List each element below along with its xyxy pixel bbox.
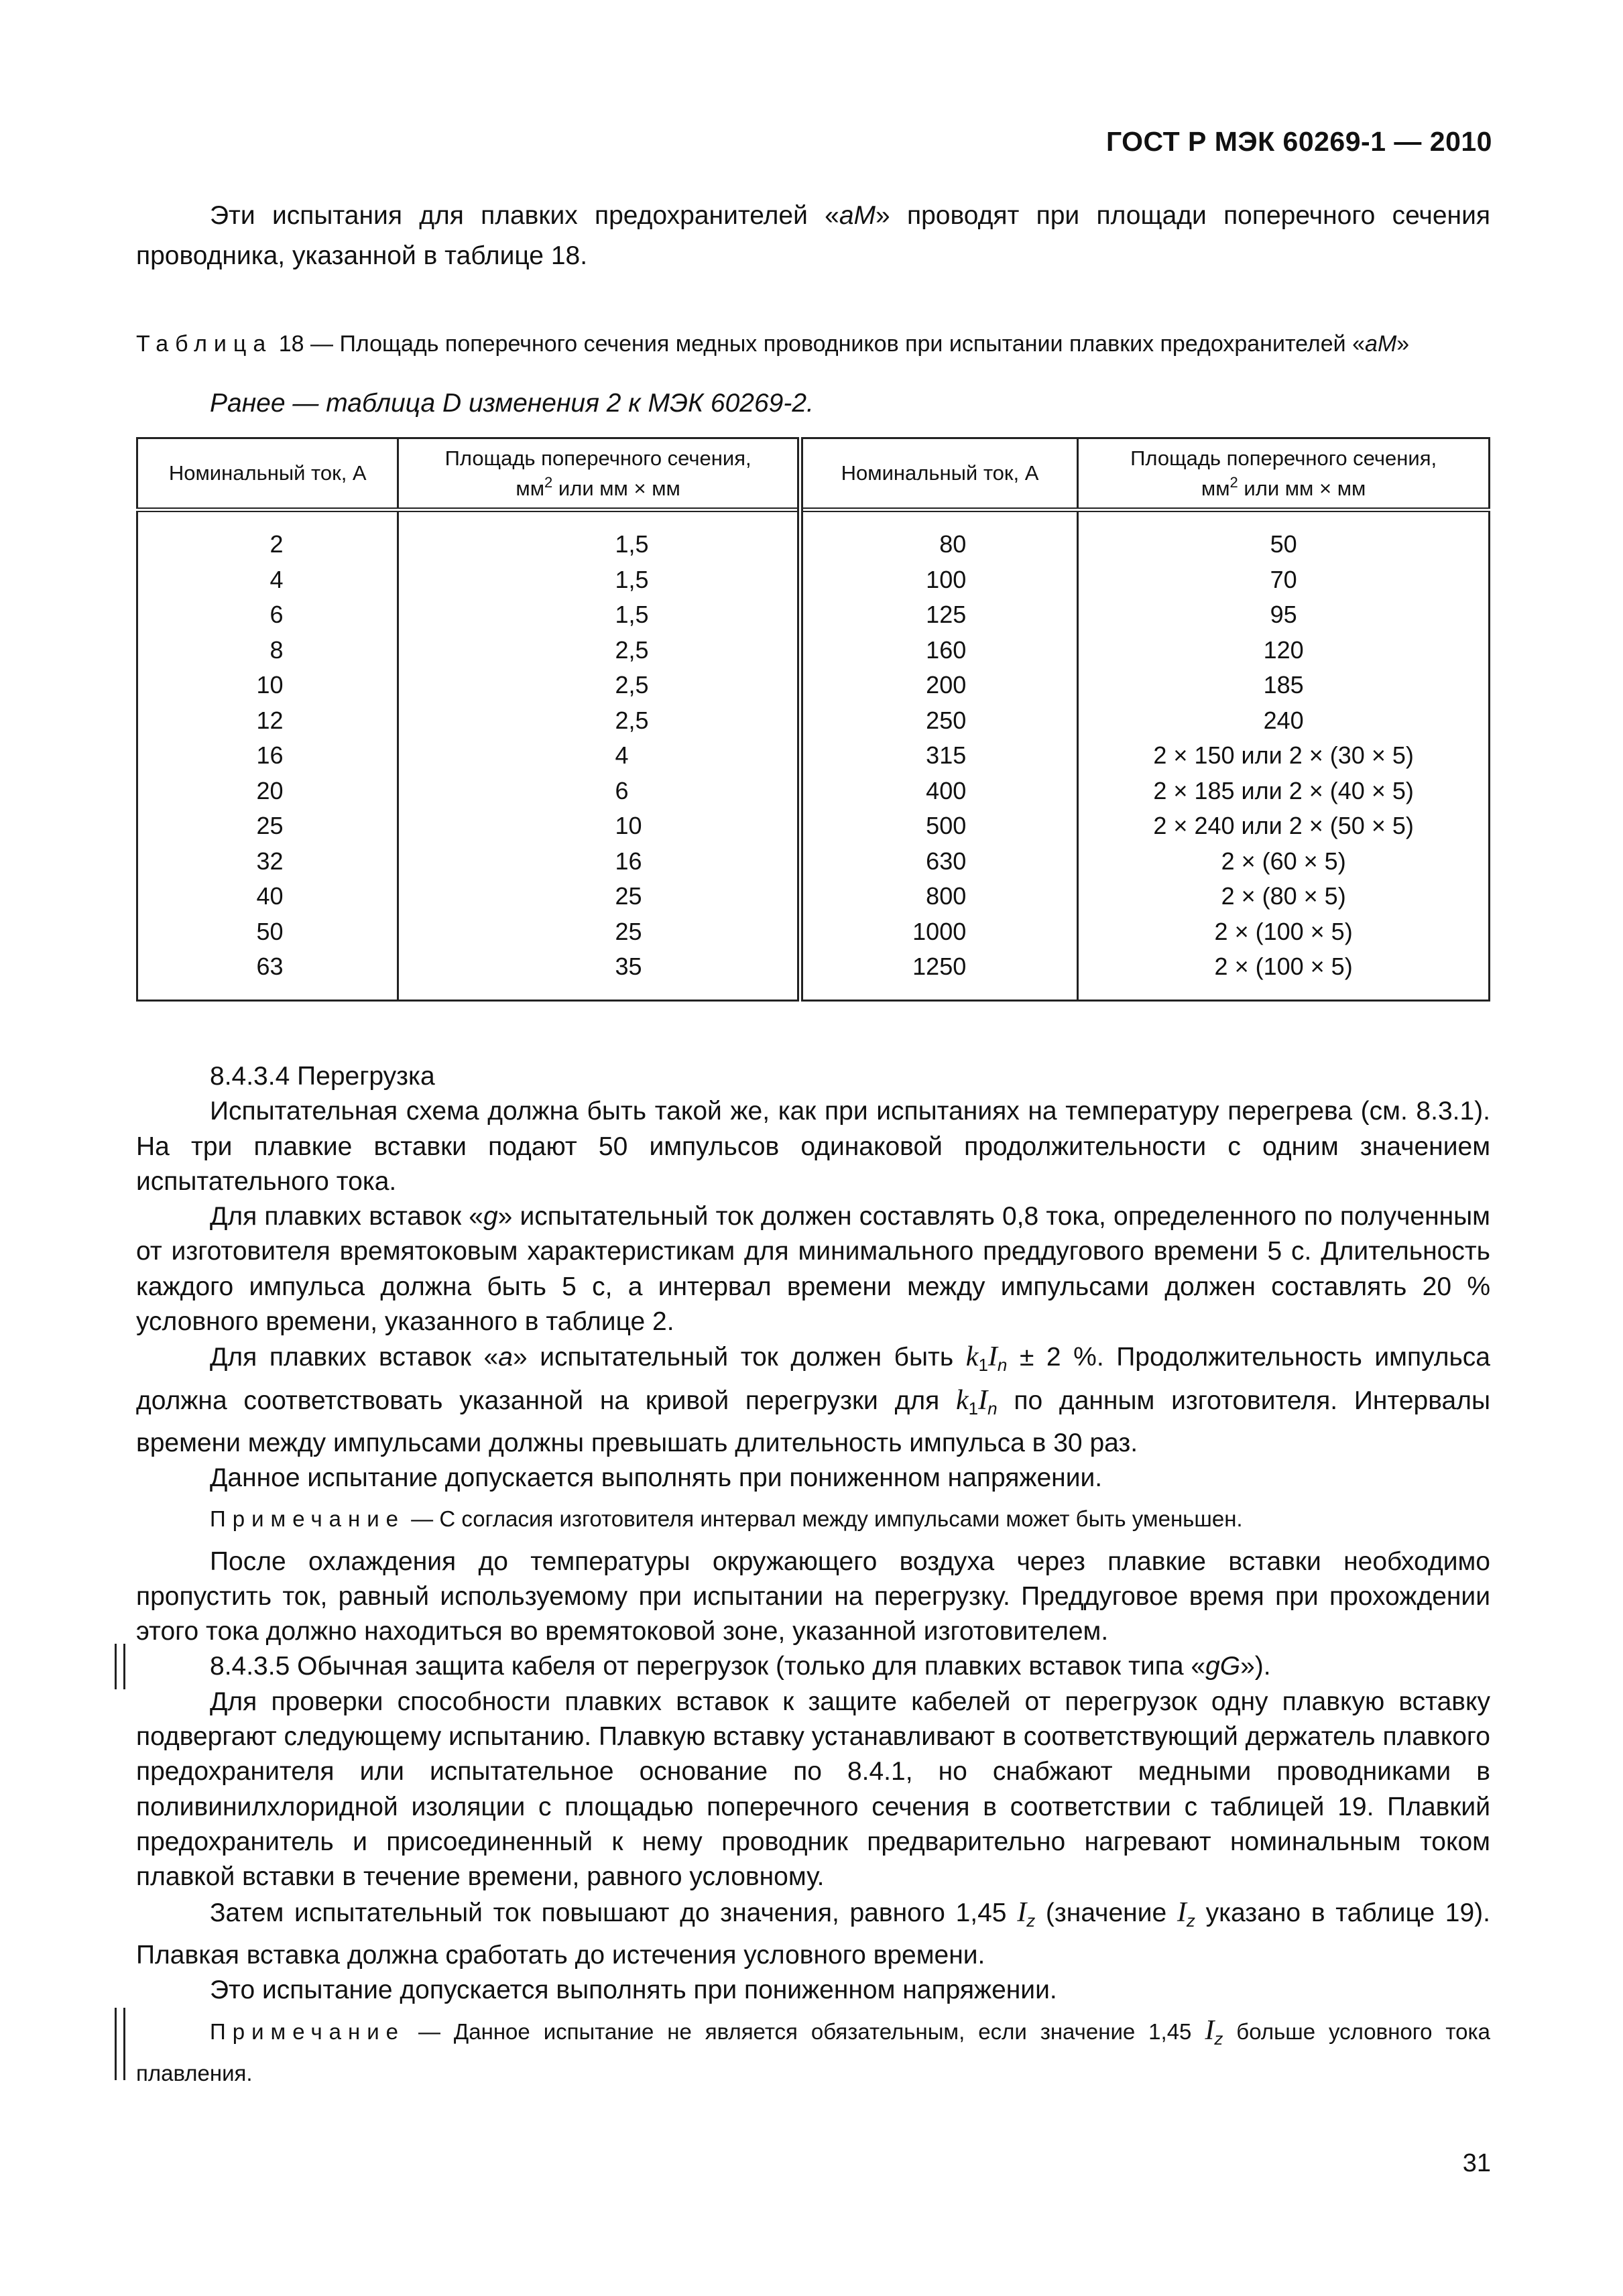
paragraph: Данное испытание допускается выполнять при пониженном напряжении. [210,1463,1103,1493]
table-header-row [137,438,1490,510]
table-cell: 10 [615,812,642,839]
note: Примечание — С согласия изготовителя интервал между импульсами может быть уменьшен. [210,1506,1243,1531]
column-rated-current-1 [137,510,398,1001]
main-text [136,1059,1490,2099]
table-cell: 40 [256,882,284,910]
paragraph: Это испытание допускается выполнять при пониженном напряжении. [210,1976,1057,2005]
intro-paragraph: Эти испытания для плавких предохранителей «aM» проводят при площади поперечного сечения проводника, указанной в таблице 18. [136,201,1490,270]
table-cell: 16 [256,741,284,769]
table-cell: 2,5 [615,671,649,699]
paragraph: Для проверки способности плавких вставок к защите кабелей от перегрузок одну плавкую вставку подвергают следующему испытанию. Плавкую вставку устанавливают в соответствующий держатель плавкого предохранителя или испытательное основание по 8.4.1, но снабжают медными проводниками в поливинилхлоридной изоляции с площадью поперечного сечения в соответствии с таблицей 19. Плавкий предохранитель и присоединенный к нему проводник предварительно нагревают номинальным током плавкой вставки в течение времени, равного условному. [136,1687,1490,1892]
table-cell: 2,5 [615,706,649,734]
table-cell: 2,5 [615,636,649,664]
change-bar [115,2008,125,2080]
document-header: ГОСТ Р МЭК 60269-1 — 2010 [1105,126,1492,157]
table-cell: 1000 [912,917,967,945]
table-cell: 35 [615,953,642,980]
table-cell: 100 [926,565,967,593]
column-cross-section-1 [398,510,800,1001]
column-rated-current-2 [800,510,1077,1001]
table-cell: 1,5 [615,601,649,628]
table-cell: 2 × 150 или 2 × (30 × 5) [1153,741,1414,769]
table-cell: 500 [926,812,967,839]
table-cell: 80 [939,530,967,558]
table-cell: 1,5 [615,530,649,558]
paragraph: Затем испытательный ток повышают до значения, равного 1,45 $I_z$ (значение $I_z$ указано в таблице 19). Плавкая вставка должна сработать до истечения условного времени. [136,1896,1490,1970]
table-cell: 2 × 240 или 2 × (50 × 5) [1153,812,1414,839]
table-cell: 25 [256,812,284,839]
table-cell: 95 [1270,601,1297,628]
table-cell: 240 [1263,706,1304,734]
table-cell: 4 [269,565,284,593]
table-cell: 630 [926,847,967,875]
paragraph: Испытательная схема должна быть такой же, как при испытаниях на температуру перегрева (см. 8.3.1). На три плавкие вставки подают 50 импульсов одинаковой продолжительности с одним значением испытательного тока. [136,1097,1490,1196]
header-rated-current-2: Номинальный ток, А [800,438,1077,510]
table-cell: 2 × (100 × 5) [1214,953,1353,980]
section-8435-heading: 8.4.3.5 Обычная защита кабеля от перегрузок (только для плавких вставок типа «gG»). [210,1652,1271,1681]
header-rated-current-1: Номинальный ток, А [137,438,398,510]
table-cell: 2 × (80 × 5) [1221,882,1346,910]
table-cell: 70 [1270,565,1297,593]
table-cell: 185 [1263,671,1304,699]
table-cell: 800 [926,882,967,910]
table-cell: 25 [615,882,642,910]
paragraph: После охлаждения до температуры окружающего воздуха через плавкие вставки необходимо пропустить ток, равный используемому при испытании на перегрузку. Преддуговое время при прохождении этого тока должно находиться во времятоковой зоне, указанной изготовителем. [136,1547,1490,1646]
table-cell: 10 [256,671,284,699]
paragraph: Для плавких вставок «g» испытательный ток должен составлять 0,8 тока, определенного по полученным от изготовителя времятоковым характеристикам для минимального преддугового времени 5 с. Длительность каждого импульса должна быть 5 с, а интервал времени между импульсами должен составлять 20 % условного времени, указанного в таблице 2. [136,1202,1490,1337]
table-cell: 1,5 [615,565,649,593]
table-subcaption: Ранее — таблица D изменения 2 к МЭК 60269-2. [210,389,814,418]
table-caption: Таблица 18 — Площадь поперечного сечения медных проводников при испытании плавких предохранителей «aM» [136,331,1410,357]
paragraph: Для плавких вставок «a» испытательный ток должен быть $k_1I_n \pm 2$ %. Продолжительность импульса должна соответствовать указанной на кривой перегрузки для $k_1I_n$ по данным изготовителя. Интервалы времени между импульсами должны превышать длительность импульса в 30 раз. [136,1341,1490,1457]
table-cell: 32 [256,847,284,875]
table-cell: 6 [269,601,284,628]
table-cell: 6 [615,776,629,804]
table-body-row [137,510,1490,1001]
table-cell: 250 [926,706,967,734]
table-cell: 125 [926,601,967,628]
table-cell: 315 [926,741,967,769]
table-cell: 12 [256,706,284,734]
header-cross-section-1: Площадь поперечного сечения, $мм^2$ или мм × мм [398,438,800,510]
table-cell: 200 [926,671,967,699]
table-cell: 8 [269,636,284,664]
section-8434-heading: 8.4.3.4 Перегрузка [210,1062,435,1091]
table-cell: 50 [256,917,284,945]
change-bar [115,1644,125,1689]
table-cell: 4 [615,741,629,769]
table-cell: 400 [926,776,967,804]
table-cell: 16 [615,847,642,875]
table-caption-label: Таблица [136,331,273,357]
table-cell: 20 [256,776,284,804]
table-cell: 2 [269,530,284,558]
table-cell: 63 [256,953,284,980]
table-cell: 2 × 185 или 2 × (40 × 5) [1153,776,1414,804]
header-cross-section-2: Площадь поперечного сечения, $мм^2$ или мм × мм [1078,438,1490,510]
table-cell: 25 [615,917,642,945]
table-cell: 2 × (60 × 5) [1221,847,1346,875]
page-number: 31 [1462,2149,1491,2177]
table-cell: 1250 [912,953,967,980]
table-cell: 120 [1263,636,1304,664]
table-cell: 2 × (100 × 5) [1214,917,1353,945]
cross-section-table [136,437,1490,1002]
table-cell: 160 [926,636,967,664]
note: Примечание — Данное испытание не является обязательным, если значение 1,45 $I_z$ больше условного тока плавления. [136,2015,1490,2086]
column-cross-section-2 [1078,510,1490,1001]
table-cell: 50 [1270,530,1297,558]
